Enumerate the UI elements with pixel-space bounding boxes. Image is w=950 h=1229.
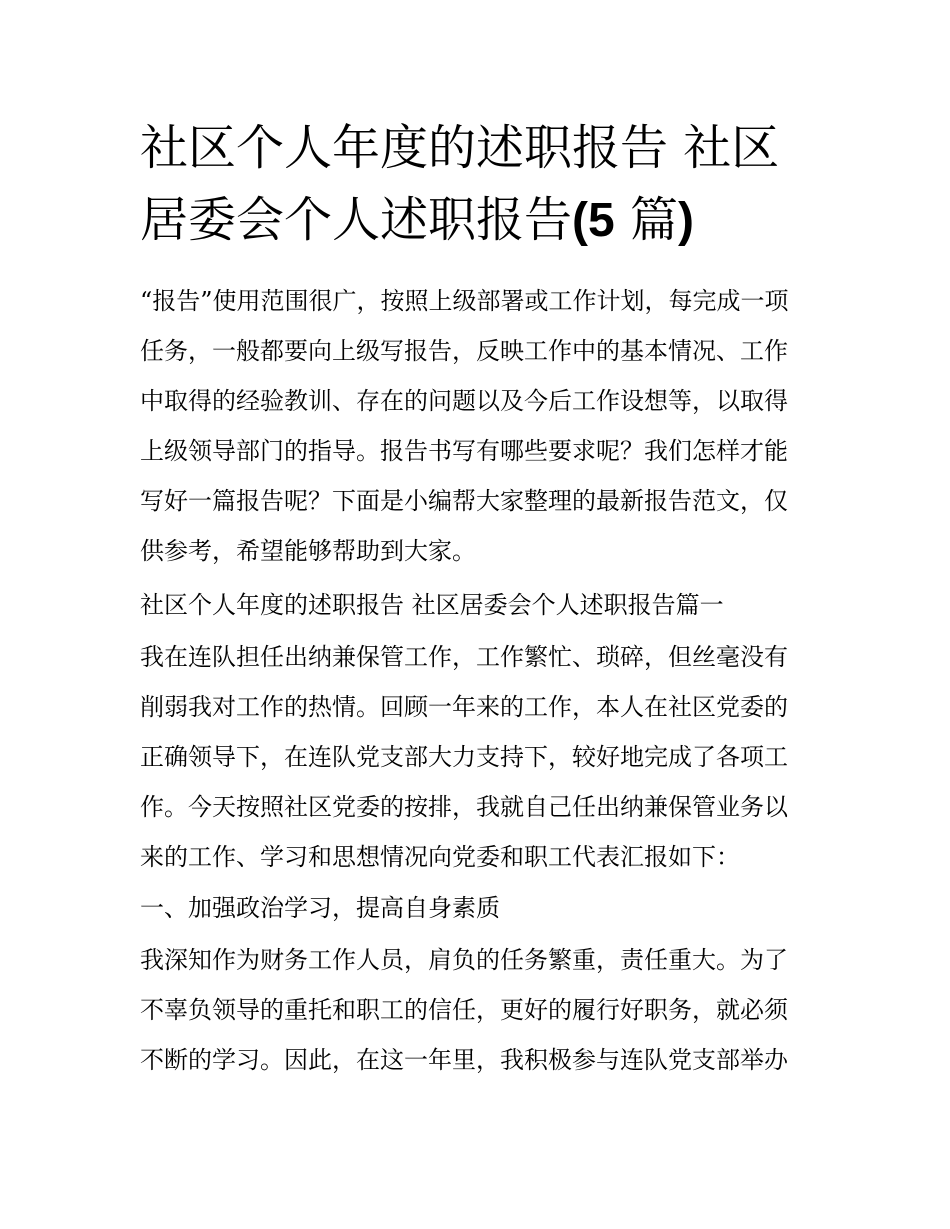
subheading-text: 一、加强政治学习，提高自身素质 (140, 894, 500, 922)
body2-line-3: 不断的学习。因此，在这一年里，我积极参与连队党支部举办 (140, 1046, 788, 1074)
body1-line-4: 作。今天按照社区党委的按排，我就自己任出纳兼保管业务以 (140, 793, 788, 821)
document-title (140, 112, 820, 256)
title-line-1: 社区个人年度的述职报告 社区 (140, 120, 780, 176)
intro-line-1: “报告”使用范围很广，按照上级部署或工作计划，每完成一项 (140, 287, 789, 315)
section-heading-text: 社区个人年度的述职报告 社区居委会个人述职报告篇一 (140, 591, 724, 619)
body1-line-5: 来的工作、学习和思想情况向党委和职工代表汇报如下： (140, 843, 740, 871)
intro-line-5: 写好一篇报告呢？下面是小编帮大家整理的最新报告范文，仅 (140, 487, 788, 515)
body2-line-2: 不辜负领导的重托和职工的信任，更好的履行好职务，就必须 (140, 996, 788, 1024)
body1-line-2: 削弱我对工作的热情。回顾一年来的工作，本人在社区党委的 (140, 693, 788, 721)
body1-line-1: 我在连队担任出纳兼保管工作，工作繁忙、琐碎，但丝毫没有 (140, 643, 788, 671)
body-paragraph-2 (140, 935, 812, 1085)
subheading (140, 883, 812, 933)
body-paragraph-1 (140, 632, 812, 882)
body1-line-3: 正确领导下，在连队党支部大力支持下，较好地完成了各项工 (140, 743, 788, 771)
title-line-2-text: 居委会个人述职报告(5 篇) (140, 192, 694, 248)
section-heading (140, 580, 812, 630)
intro-line-2: 任务，一般都要向上级写报告，反映工作中的基本情况、工作 (140, 337, 788, 365)
intro-line-4: 上级领导部门的指导。报告书写有哪些要求呢？我们怎样才能 (140, 437, 788, 465)
intro-line-3: 中取得的经验教训、存在的问题以及今后工作设想等，以取得 (140, 387, 788, 415)
title-line-2 (140, 184, 820, 256)
intro-line-6: 供参考，希望能够帮助到大家。 (140, 537, 476, 565)
body2-line-1: 我深知作为财务工作人员，肩负的任务繁重，责任重大。为了 (140, 946, 788, 974)
intro-paragraph (140, 276, 812, 576)
